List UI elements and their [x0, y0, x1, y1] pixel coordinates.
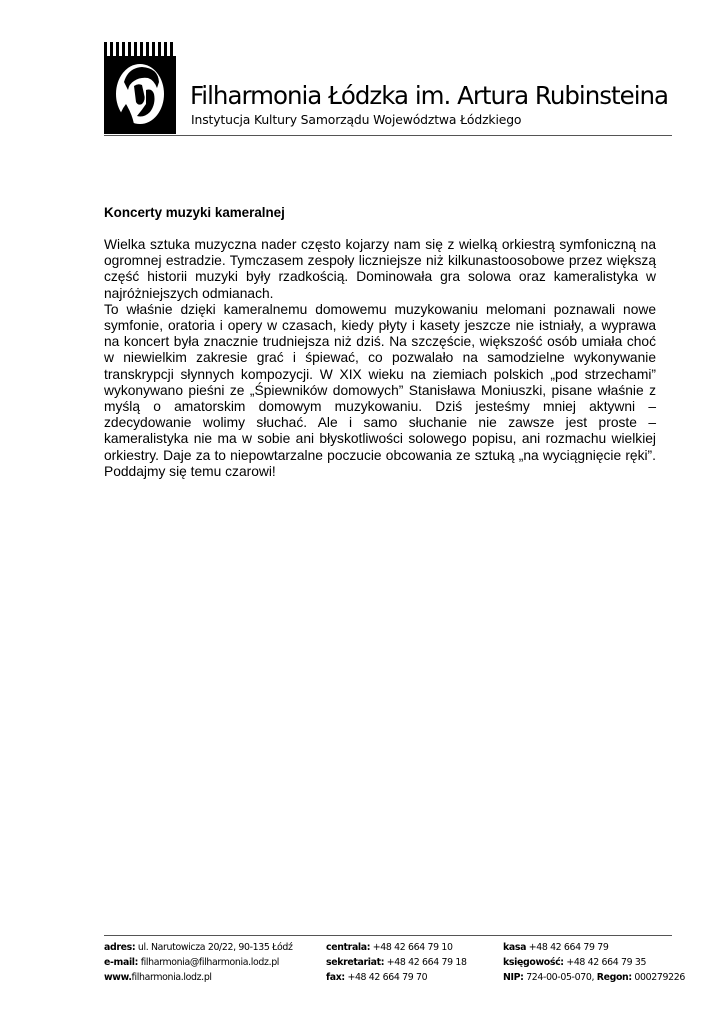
footer-value: ul. Narutowicza 20/22, 90-135 Łódź	[135, 942, 293, 953]
footer-address-column	[104, 940, 293, 985]
org-name: Filharmonia Łódzka im. Artura Rubinsteina	[190, 81, 669, 110]
footer-label: NIP:	[503, 972, 524, 983]
footer-value: +48 42 664 79 10	[370, 942, 453, 953]
footer-address	[104, 940, 293, 955]
footer-value: 724-00-05-070,	[523, 972, 597, 983]
footer-value: +48 42 664 79 70	[344, 972, 428, 983]
footer-email	[104, 955, 293, 970]
footer-value: +48 42 664 79 18	[384, 957, 467, 968]
footer-value: +48 42 664 79 35	[563, 957, 647, 968]
footer-label: www.	[104, 972, 132, 983]
footer-divider	[104, 935, 672, 936]
footer-value: filharmonia.lodz.pl	[131, 972, 212, 983]
footer-website	[104, 970, 293, 985]
footer-value: +48 42 664 79 79	[526, 942, 609, 953]
footer-fax	[326, 970, 467, 985]
filharmonia-logo	[104, 42, 176, 134]
footer-value: filharmonia@filharmonia.lodz.pl	[138, 957, 280, 968]
footer-phone-column	[326, 940, 467, 985]
footer-label: kasa	[503, 942, 527, 953]
document-title: Koncerty muzyki kameralnej	[104, 205, 285, 220]
footer-label: e-mail:	[104, 957, 139, 968]
footer-label: fax:	[326, 972, 345, 983]
footer-switchboard	[326, 940, 467, 955]
paragraph: Wielka sztuka muzyczna nader często kojarzy nam się z wielką orkiestrą symfoniczną na ogromnej estradzie. Tymczasem zespoły liczniejsze niż kilkunastoosobowe przez większą część historii muzyki były rzadkością. Dominowała gra solowa oraz kameralistyka w najróżniejszych odmianach.	[104, 237, 656, 301]
document-body	[104, 237, 656, 480]
footer-finance-column	[503, 940, 685, 985]
paragraph: To właśnie dzięki kameralnemu domowemu muzykowaniu melomani poznawali nowe symfonie, oratoria i opery w czasach, kiedy płyty i kasety jeszcze nie istniały, a wyprawa na koncert była znacznie trudniejsza niż dziś. Na szczęście, większość osób umiała choć w niewielkim zakresie grać i śpiewać, co pozwalało na samodzielne wykonywanie transkrypcji słynnych kompozycji. W XIX wieku na ziemiach polskich „pod strzechami” wykonywano pieśni ze „Śpiewników domowych” Stanisława Moniuszki, pisane właśnie z myślą o amatorskim domowym muzykowaniu. Dziś jesteśmy mniej aktywni – zdecydowanie wolimy słuchać. Ale i samo słuchanie nie zawsze jest proste – kameralistyka nie ma w sobie ani błyskotliwości solowego popisu, ani rozmachu wielkiej orkiestry. Daje za to niepowtarzalne poczucie obcowania ze sztuką „na wyciągnięcie ręki”. Poddajmy się temu czarowi!	[104, 301, 656, 479]
footer-label: adres:	[104, 942, 136, 953]
footer-box-office	[503, 940, 685, 955]
footer-tax-ids	[503, 970, 685, 985]
footer-accounting	[503, 955, 685, 970]
footer-label: Regon:	[596, 972, 632, 983]
footer-value: 000279226	[631, 972, 685, 983]
footer-label: sekretariat:	[326, 957, 385, 968]
footer-label: księgowość:	[503, 957, 564, 968]
footer-secretariat	[326, 955, 467, 970]
header-divider	[104, 135, 672, 136]
footer-label: centrala:	[326, 942, 371, 953]
org-subtitle: Instytucja Kultury Samorządu Województwa Łódzkiego	[191, 112, 522, 127]
